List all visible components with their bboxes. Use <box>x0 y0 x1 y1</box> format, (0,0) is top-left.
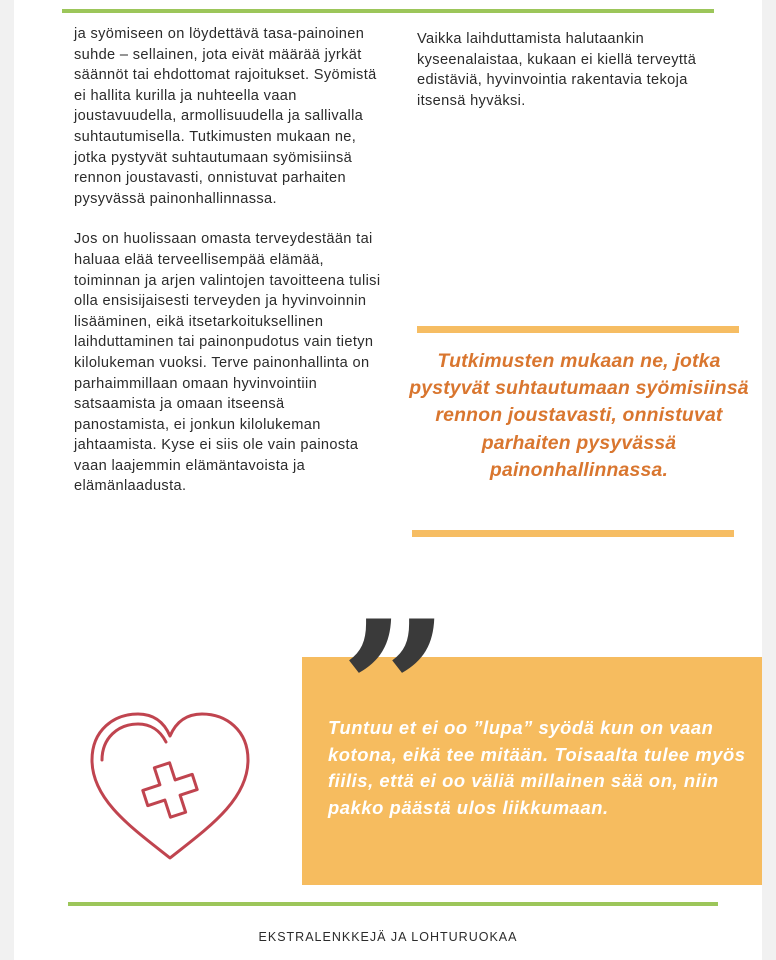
left-paragraph-2: Jos on huolissaan omasta terveydestään tai haluaa elää terveellisempää elämää, toiminnan ja arjen valintojen tavoitteena tulisi olla ensisijaisesti terveyden ja hyvinvoinnin lisääminen, eikä itsetarkoituksellinen laihduttaminen tai painonpudotus vain tietyn kilolukeman vuoksi. Terve painonhallinta on parhaimmillaan omaan hyvinvointiin satsaamista ja omaan itseensä panostamista, ei jonkun kilolukeman jahtaamista. Kyse ei siis ole vain painosta vaan laajemmin elämäntavoista ja elämänlaadusta. <box>74 231 381 495</box>
pull-quote-bottom-rule <box>412 530 734 537</box>
pull-quote-top-rule <box>417 326 739 333</box>
pull-quote: Tutkimusten mukaan ne, jotka pystyvät suhtautumaan syömisiinsä rennon joustavasti, onnistuvat parhaiten pysyvässä painonhallinnassa. <box>409 350 749 481</box>
right-column <box>417 29 737 111</box>
bottom-divider <box>68 902 718 906</box>
right-paragraph-1: Vaikka laihduttamista halutaankin kyseenalaistaa, kukaan ei kiellä terveyttä edistäviä, hyvinvointia rakentavia tekoja itsensä hyväksi. <box>417 31 697 109</box>
left-paragraph-1: ja syömiseen on löydettävä tasa-painoinen suhde – sellainen, jota eivät määrää jyrkät säännöt tai ehdottomat rajoitukset. Syömistä ei hallita kurilla ja nuhteella vaan joustavuudella, armollisuudella ja sallivalla suhtautumisella. Tutkimusten mukaan ne, jotka pystyvät suhtautumaan syömisiinsä rennon joustavasti, onnistuvat parhaiten pysyvässä painonhallinnassa. <box>74 26 377 207</box>
document-page <box>14 0 762 960</box>
quote-mark-icon: ” <box>340 579 450 802</box>
footer-label: EKSTRALENKKEJÄ JA LOHTURUOKAA <box>258 930 518 944</box>
heart-with-cross-icon <box>86 708 254 869</box>
left-column <box>74 24 384 517</box>
testimonial-text: Tuntuu et ei oo ”lupa” syödä kun on vaan kotona, eikä tee mitään. Toisaalta tulee myös fiilis, että ei oo väliä millainen sää on, niin pakko päästä ulos liikkumaan. <box>328 717 746 818</box>
top-divider <box>62 9 714 13</box>
